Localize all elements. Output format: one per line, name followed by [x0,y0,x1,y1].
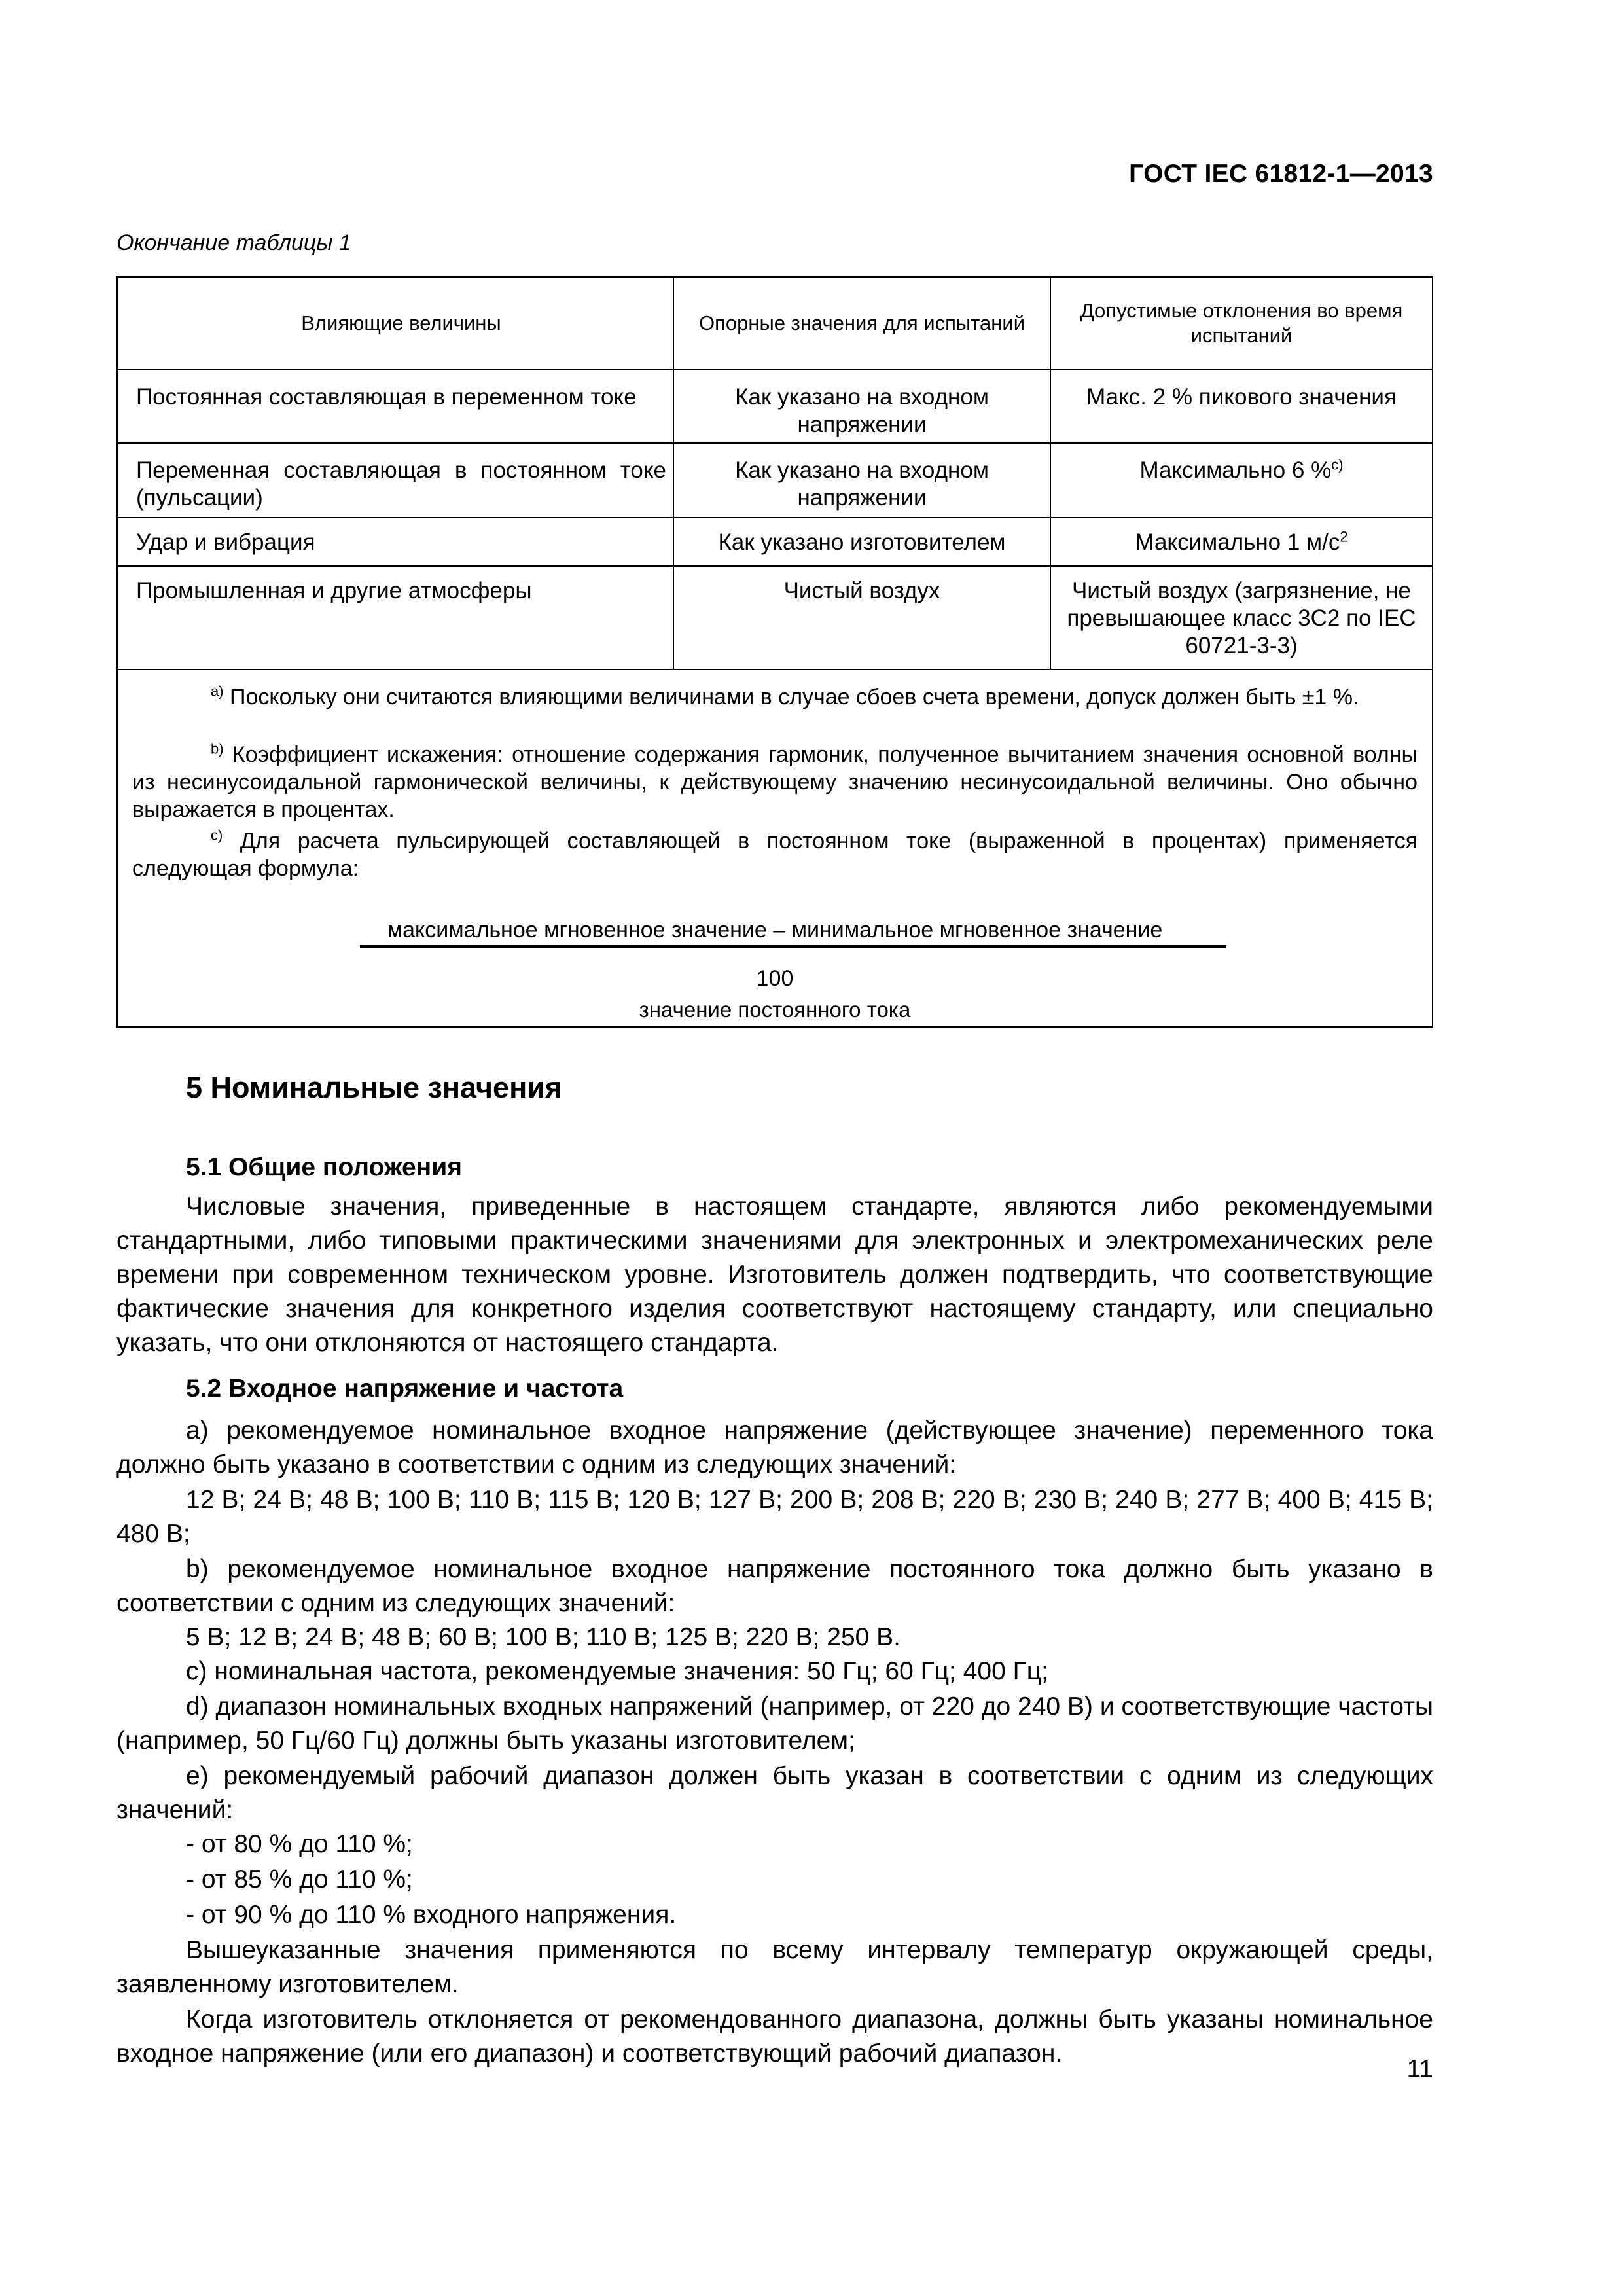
range-item: - от 80 % до 110 %; [186,1830,413,1858]
table-note [132,827,1418,882]
note-text: Поскольку они считаются влияющими величинами в случае сбоев счета времени, допуск должен быть ±1 %. [230,685,1359,709]
cell-tolerance [1051,518,1432,565]
superscript: 2 [1340,528,1348,545]
formula-factor: 100 [756,966,794,991]
cell-reference: Как указано изготовителем [674,518,1051,565]
footnote-ref: c) [1331,456,1344,473]
range-item: - от 85 % до 110 %; [186,1865,413,1893]
subsection-title: 5.1 Общие положения [186,1153,462,1181]
header-cell-tolerance: Допустимые отклонения во время испытаний [1080,299,1403,347]
cell-reference: Как указано на входном напряжении [674,370,1051,442]
list-item-a: a) рекомендуемое номинальное входное напряжение (действующее значение) переменного тока должно быть указано в соответствии с одним из следующих значений: [116,1416,1433,1479]
subsection-title: 5.2 Входное напряжение и частота [186,1374,624,1403]
table-caption: Окончание таблицы 1 [116,230,351,255]
note-mark: b) [211,740,224,757]
tolerance-text: Максимально 6 % [1139,457,1332,483]
standard-designation: ГОСТ IEC 61812-1—2013 [1129,160,1433,188]
header-cell-reference: Опорные значения для испытаний [674,278,1051,369]
note-mark: c) [211,827,223,844]
formula-denominator: значение постоянного тока [639,997,911,1022]
list-item-d: d) диапазон номинальных входных напряжений (например, от 220 до 240 В) и соответствующие частоты (например, 50 Гц/60 Гц) должны быть указаны изготовителем; [116,1693,1433,1755]
cell-quantity: Переменная составляющая в постоянном токе (пульсации) [118,444,674,517]
table-header-row [118,278,1432,370]
table-row [118,444,1432,518]
table-note [132,741,1418,823]
range-item: - от 90 % до 110 % входного напряжения. [186,1901,677,1929]
cell-quantity: Удар и вибрация [118,518,674,565]
fraction-bar [360,945,1226,948]
cell-quantity: Промышленная и другие атмосферы [118,567,674,669]
cell-reference: Как указано на входном напряжении [674,444,1051,517]
note-text: Для расчета пульсирующей составляющей в постоянном токе (выраженной в процентах) применяется следующая формула: [132,829,1418,881]
list-item-c: c) номинальная частота, рекомендуемые значения: 50 Гц; 60 Гц; 400 Гц; [186,1657,1048,1685]
cell-tolerance: Чистый воздух (загрязнение, не превышающее класс 3С2 по IEC 60721-3-3) [1067,578,1416,658]
table-row [118,518,1432,567]
paragraph: Числовые значения, приведенные в настоящем стандарте, являются либо рекомендуемыми стандартными, либо типовыми практическими значениями для электронных и электромеханических реле времени при современном техническом уровне. Изготовитель должен подтвердить, что соответствующие фактические значения для конкретного изделия соответствуют настоящему стандарту, или специально указать, что они отклоняются от настоящего стандарта. [116,1193,1433,1357]
cell-quantity: Постоянная составляющая в переменном токе [118,370,674,442]
cell-tolerance [1051,370,1432,442]
table-row [118,370,1432,444]
table-note [132,683,1418,711]
list-item-b-values: 5 В; 12 В; 24 В; 48 В; 60 В; 100 В; 110 В; 125 В; 220 В; 250 В. [186,1623,901,1651]
list-item-b: b) рекомендуемое номинальное входное напряжение постоянного тока должно быть указано в соответствии с одним из следующих значений: [116,1555,1433,1617]
list-item-e: e) рекомендуемый рабочий диапазон должен быть указан в соответствии с одним из следующих значений: [116,1762,1433,1824]
formula-numerator: максимальное мгновенное значение – минимальное мгновенное значение [387,918,1163,942]
cell-reference: Чистый воздух [674,567,1051,669]
list-item-a-values: 12 В; 24 В; 48 В; 100 В; 110 В; 115 В; 120 В; 127 В; 200 В; 208 В; 220 В; 230 В; 240 В; 277 В; 400 В; 415 В; 480 В; [116,1486,1433,1548]
header-cell-quantity: Влияющие величины [118,278,674,369]
cell-tolerance [1051,444,1432,517]
table-row [118,567,1432,670]
table-1 [116,276,1433,1028]
note-text: Коэффициент искажения: отношение содержания гармоник, полученное вычитанием значения основной волны из несинусоидальной гармонической величины, к действующему значению несинусоидальной величины. Оно обычно выражается в процентах. [132,742,1418,822]
paragraph: Когда изготовитель отклоняется от рекомендованного диапазона, должны быть указаны номинальное входное напряжение (или его диапазон) и соответствующий рабочий диапазон. [116,2005,1433,2068]
section-title: 5 Номинальные значения [186,1071,563,1104]
page-number: 11 [1406,2055,1433,2083]
tolerance-text: Макс. 2 % пикового значения [1086,384,1397,410]
tolerance-text: Максимально 1 м/с [1135,529,1340,555]
paragraph: Вышеуказанные значения применяются по всему интервалу температур окружающей среды, заявленному изготовителем. [116,1936,1433,1998]
note-mark: a) [211,683,224,700]
